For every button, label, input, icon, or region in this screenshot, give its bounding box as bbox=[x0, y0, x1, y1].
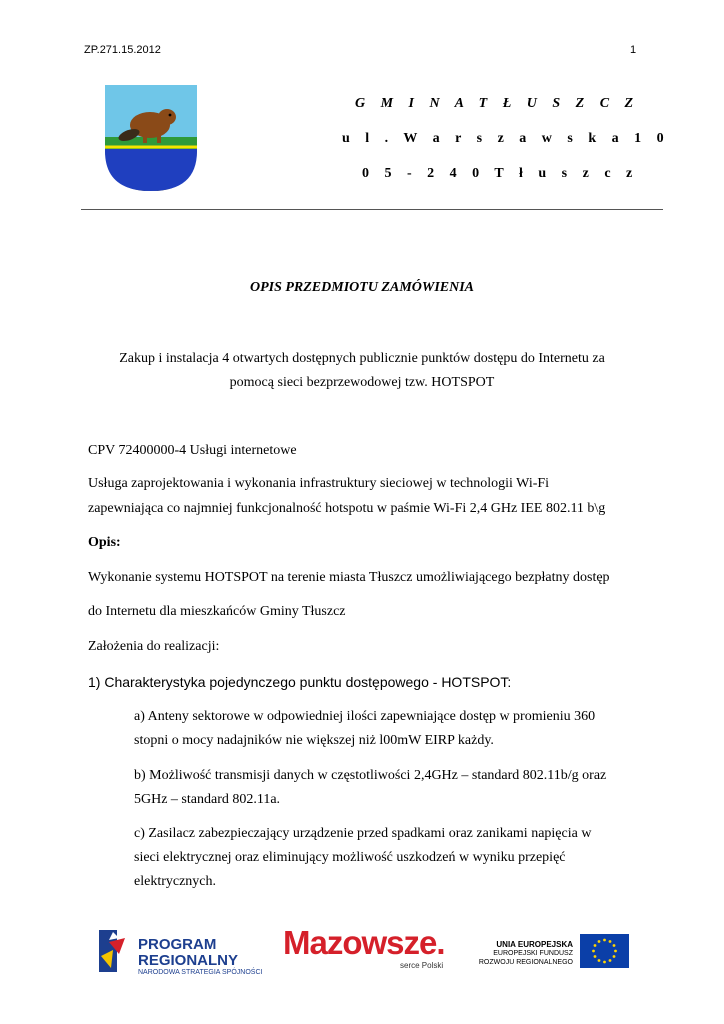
desc-line-2: do Internetu dla mieszkańców Gminy Tłuszcz bbox=[88, 604, 346, 619]
item-c-line-2: sieci elektrycznej oraz eliminujący możliwość uszkodzeń w wyniku przepięć bbox=[134, 850, 566, 865]
eu-line-3: ROZWOJU REGIONALNEGO bbox=[478, 959, 573, 966]
document-reference: ZP.271.15.2012 bbox=[84, 44, 161, 56]
program-line-1: PROGRAM bbox=[138, 936, 217, 953]
mazowsze-logo: Mazowsze. bbox=[283, 924, 445, 961]
opis-heading: Opis: bbox=[88, 535, 121, 550]
item-c-line-1: c) Zasilacz zabezpieczający urządzenie przed spadkami oraz zanikami napięcia w bbox=[134, 826, 592, 841]
org-city: 0 5 - 2 4 0 T ł u s z c z bbox=[362, 166, 639, 181]
section-1-heading: 1) Charakterystyka pojedynczego punktu dostępowego - HOTSPOT: bbox=[88, 674, 512, 690]
assumptions-heading: Założenia do realizacji: bbox=[88, 639, 220, 654]
subject-line-1: Zakup i instalacja 4 otwartych dostępnych publicznie punktów dostępu do Internetu za bbox=[119, 351, 605, 366]
page-title: OPIS PRZEDMIOTU ZAMÓWIENIA bbox=[249, 280, 475, 295]
program-title bbox=[138, 937, 238, 969]
mazowsze-subtitle: serce Polski bbox=[400, 961, 444, 970]
eu-text bbox=[477, 940, 573, 967]
org-street: u l . W a r s z a w s k a 1 0 bbox=[342, 131, 670, 146]
eu-line-2: EUROPEJSKI FUNDUSZ bbox=[493, 950, 573, 957]
eu-line-1: UNIA EUROPEJSKA bbox=[496, 940, 573, 949]
org-name: G M I N A T Ł U S Z C Z bbox=[355, 96, 640, 111]
service-line-2: zapewniająca co najmniej funkcjonalność hotspotu w paśmie Wi-Fi 2,4 GHz IEE 802.11 b\g bbox=[88, 501, 606, 516]
item-b-line-2: 5GHz – standard 802.11a. bbox=[134, 792, 281, 807]
program-line-3: NARODOWA STRATEGIA SPÓJNOŚCI bbox=[138, 969, 263, 976]
subject-line-2: pomocą sieci bezprzewodowej tzw. HOTSPOT bbox=[229, 375, 495, 390]
item-b-line-1: b) Możliwość transmisji danych w częstotliwości 2,4GHz – standard 802.11b/g oraz bbox=[134, 768, 607, 783]
service-line-1: Usługa zaprojektowania i wykonania infrastruktury sieciowej w technologii Wi-Fi bbox=[88, 476, 550, 491]
beaver-crest-icon bbox=[105, 85, 197, 191]
header-divider bbox=[81, 209, 663, 210]
cpv-code: CPV 72400000-4 Usługi internetowe bbox=[88, 443, 297, 458]
item-a-line-2: stopni o mocy nadajników nie większej niż l00mW EIRP każdy. bbox=[134, 733, 494, 748]
item-a-line-1: a) Anteny sektorowe w odpowiedniej ilości zapewniające dostęp w promieniu 360 bbox=[134, 709, 596, 724]
program-line-2: REGIONALNY bbox=[138, 952, 239, 969]
item-c-line-3: elektrycznych. bbox=[134, 874, 217, 889]
program-regionalny-logo-icon bbox=[95, 928, 131, 974]
page-number: 1 bbox=[630, 44, 637, 56]
eu-flag-icon bbox=[580, 934, 629, 968]
desc-line-1: Wykonanie systemu HOTSPOT na terenie miasta Tłuszcz umożliwiającego bezpłatny dostęp bbox=[88, 570, 610, 585]
